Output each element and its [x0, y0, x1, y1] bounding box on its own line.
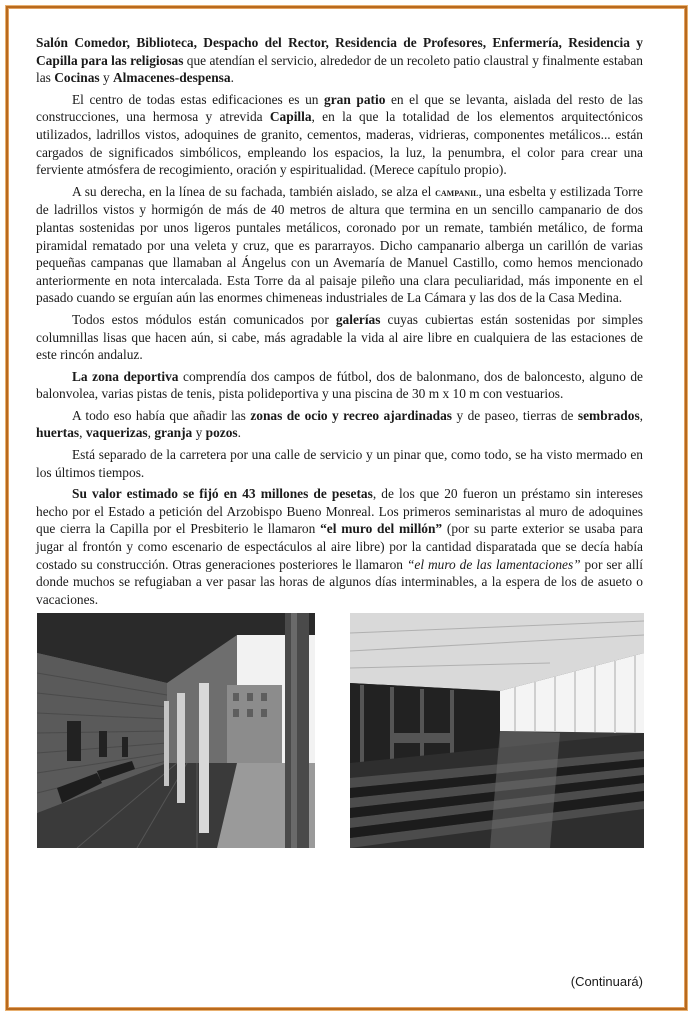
paragraph-5: La zona deportiva comprendía dos campos de fútbol, dos de balonmano, dos de baloncesto, alguno de balonvolea, varias pistas de tenis, pista polideportiva y una piscina de 30 m x 10 m con vestuarios.	[36, 368, 643, 402]
chapel-interior-photo	[350, 613, 644, 848]
paragraph-6: A todo eso había que añadir las zonas de ocio y recreo ajardinadas y de paseo, tierras de sembrados, huertas, vaquerizas, granja y pozos.	[36, 407, 644, 441]
gallery-corridor-image	[37, 613, 315, 848]
article-body	[36, 34, 643, 612]
paragraph-3: A su derecha, en la línea de su fachada, también aislado, se alza el campanil, una esbelta y estilizada Torre de ladrillos vistos y hormigón de más de 40 metros de altura que termina en un sencillo campanario de dos plantas sostenidas por unos ligeros puntales metálicos, coronado por un remate, también metálico, de forma piramidal rematado por una veleta y cruz, que es pararrayos. Dicho campanario alberga un carillón de varias pequeñas campanas que llamaban al Ángelus con un Avemaría de Manuel Castillo, como hemos mencionado anteriormente en nota intercalada. Esta Torre da al paisaje pileño una clara peculiaridad, más imponente en el pasado cuando se erguían aún las enormes chimeneas industriales de La Cámara y las dos de la Casa Medina.	[36, 183, 644, 306]
continued-note: (Continuará)	[570, 974, 643, 989]
paragraph-8: Su valor estimado se fijó en 43 millones de pesetas, de los que 20 fueron un préstamo sin intereses hecho por el Estado a petición del Arzobispo Bueno Monreal. Los primeros seminaristas al muro de adoquines que cierra la Capilla por el Presbiterio le llamaron “el muro del millón” (por su parte exterior se usaba para jugar al frontón y como escenario de espectáculos al aire libre) por la cantidad disparatada que se decía había costado su construcción. Otras generaciones posteriores le llamaron “el muro de las lamentaciones” por ser allí donde muchos se refugiaban a ver pasar las horas de algunos días interminables, a la espera de los de asueto o vacaciones.	[36, 486, 643, 607]
paragraph-7: Está separado de la carretera por una calle de servicio y un pinar que, como todo, se ha visto mermado en los últimos tiempos.	[36, 447, 643, 480]
paragraph-2: El centro de todas estas edificaciones es un gran patio en el que se levanta, aislada del resto de las construcciones, una hermosa y atrevida Capilla, en la que la totalidad de los elementos arquitectónicos utilizados, ladrillos vistos, adoquines de granito, cementos, maderas, vidrieras, componentes metálicos... están cargados de significados simbólicos, empleando los espacios, la luz, la penumbra, el color para crear una ferviente atmósfera de recogimiento, oración y espiritualidad. (Merece capítulo propio).	[36, 91, 643, 178]
paragraph-4: Todos estos módulos están comunicados por galerías cuyas cubiertas están sostenidas por simples columnillas lisas que hacen aún, si cabe, más agradable la vida al aire libre en cualquiera de las estaciones de este rincón andaluz.	[36, 311, 643, 363]
chapel-interior-image	[350, 613, 644, 848]
photo-row	[37, 613, 644, 848]
paragraph-1: Salón Comedor, Biblioteca, Despacho del Rector, Residencia de Profesores, Enfermería, Residencia y Capilla para las religiosas que atendían el servicio, alrededor de un recoleto patio claustral y finalmente estaban las Cocinas y Almacenes-despensa.	[36, 35, 643, 86]
gallery-corridor-photo	[37, 613, 315, 848]
